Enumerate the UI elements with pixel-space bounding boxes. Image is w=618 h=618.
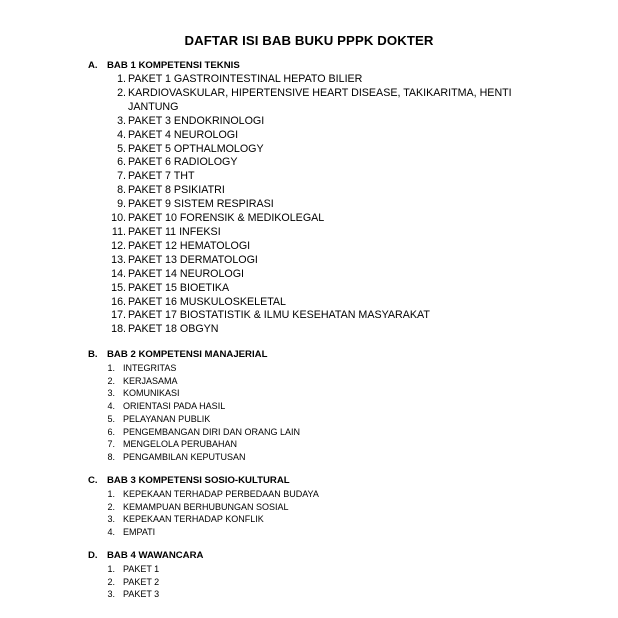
section-heading [88, 348, 538, 362]
list-item-text: PAKET 1 GASTROINTESTINAL HEPATO BILIER [128, 73, 363, 85]
list-item [88, 501, 538, 514]
list-item [88, 323, 538, 337]
list-item-text: PAKET 17 BIOSTATISTIK & ILMU KESEHATAN MASYARAKAT [128, 309, 430, 322]
list-item-text: KEPEKAAN TERHADAP KONFLIK [123, 514, 264, 525]
list-item [88, 375, 538, 388]
list-item [88, 226, 538, 240]
list-item-number: 1. [107, 564, 115, 574]
list-item [88, 513, 538, 526]
list-item-text: KEPEKAAN TERHADAP PERBEDAAN BUDAYA [123, 489, 319, 499]
section-letter: C. [88, 475, 98, 486]
list-item-text: MENGELOLA PERUBAHAN [123, 439, 238, 450]
list-item-text: PAKET 11 INFEKSI [128, 225, 221, 238]
list-item [88, 198, 538, 212]
list-item [88, 143, 538, 157]
list-item-number: 4. [117, 128, 126, 141]
section-letter: D. [88, 550, 98, 561]
list-item [88, 73, 538, 87]
list-item [88, 526, 538, 539]
list-item-text: PAKET 1 [123, 564, 160, 574]
list-item-number: 2. [107, 501, 115, 512]
list-item-number: 7. [107, 439, 115, 450]
list-item-number: 12. [111, 239, 126, 252]
section-title: BAB 4 WAWANCARA [107, 550, 204, 561]
list-item-number: 1. [107, 363, 115, 373]
list-item [88, 184, 538, 198]
list-item-text: PAKET 13 DERMATOLOGI [128, 253, 258, 266]
list-item-number: 4. [107, 527, 115, 538]
section-bab-4 [88, 549, 538, 601]
section-letter: B. [88, 349, 98, 360]
list-item [88, 576, 538, 589]
list-item-number: 13. [111, 253, 126, 266]
list-item-number: 16. [111, 295, 126, 308]
section-bab-3 [88, 474, 538, 539]
list-item-number: 3. [107, 589, 115, 600]
list-item [88, 438, 538, 451]
section-heading [88, 474, 538, 488]
section-heading [88, 59, 538, 73]
list-item-number: 10. [111, 212, 126, 225]
section-item-list [88, 73, 538, 337]
list-item-text: EMPATI [123, 527, 156, 538]
list-item-number: 3. [107, 388, 115, 399]
list-item-text: PAKET 6 RADIOLOGY [128, 156, 238, 169]
list-item [88, 488, 538, 501]
list-item-text: PAKET 12 HEMATOLOGI [128, 239, 251, 252]
section-heading [88, 549, 538, 563]
section-title: BAB 1 KOMPETENSI TEKNIS [107, 60, 240, 71]
list-item-number: 9. [117, 198, 126, 211]
list-item [88, 115, 538, 129]
section-bab-2 [88, 348, 538, 464]
list-item-text: PAKET 5 OPTHALMOLOGY [128, 142, 264, 155]
list-item-text: KARDIOVASKULAR, HIPERTENSIVE HEART DISEASE, TAKIKARITMA, HENTI JANTUNG [128, 86, 512, 113]
list-item-text: PAKET 18 OBGYN [128, 323, 219, 336]
section-item-list [88, 488, 538, 539]
list-item-text: PAKET 4 NEUROLOGI [128, 128, 239, 141]
list-item-number: 1. [107, 489, 115, 499]
list-item-text: PAKET 15 BIOETIKA [128, 281, 230, 294]
list-item [88, 268, 538, 282]
list-item-text: ORIENTASI PADA HASIL [123, 401, 226, 412]
list-item [88, 400, 538, 413]
list-item [88, 240, 538, 254]
list-item-number: 8. [107, 451, 115, 462]
list-item-text: PENGAMBILAN KEPUTUSAN [123, 451, 246, 462]
list-item [88, 282, 538, 296]
list-item [88, 296, 538, 310]
list-item-text: PAKET 3 ENDOKRINOLOGI [128, 114, 265, 127]
list-item [88, 212, 538, 226]
list-item-text: PAKET 8 PSIKIATRI [128, 184, 225, 197]
section-bab-1 [88, 59, 538, 337]
list-item-number: 5. [107, 413, 115, 424]
list-item [88, 87, 538, 115]
list-item [88, 362, 538, 375]
list-item-number: 3. [107, 514, 115, 525]
list-item [88, 588, 538, 601]
list-item-text: PAKET 2 [123, 576, 160, 587]
list-item-text: KEMAMPUAN BERHUBUNGAN SOSIAL [123, 501, 289, 512]
list-item-number: 6. [117, 156, 126, 169]
list-item-number: 8. [117, 184, 126, 197]
list-item-number: 2. [107, 576, 115, 587]
list-item [88, 170, 538, 184]
section-title: BAB 2 KOMPETENSI MANAJERIAL [107, 349, 268, 360]
list-item-number: 18. [111, 323, 126, 336]
list-item-number: 14. [111, 267, 126, 280]
list-item-text: PAKET 10 FORENSIK & MEDIKOLEGAL [128, 212, 325, 225]
list-item [88, 563, 538, 576]
list-item-text: PAKET 3 [123, 589, 160, 600]
list-item [88, 309, 538, 323]
list-item [88, 413, 538, 426]
list-item-number: 17. [111, 309, 126, 322]
list-item-number: 6. [107, 426, 115, 437]
list-item-number: 3. [117, 114, 126, 127]
section-letter: A. [88, 60, 98, 71]
list-item-text: PAKET 7 THT [128, 170, 195, 183]
list-item-text: PENGEMBANGAN DIRI DAN ORANG LAIN [123, 426, 301, 437]
list-item-number: 15. [111, 281, 126, 294]
list-item-number: 4. [107, 401, 115, 412]
list-item-text: KERJASAMA [123, 375, 178, 386]
list-item-number: 7. [117, 170, 126, 183]
list-item-number: 11. [111, 225, 126, 238]
section-item-list [88, 563, 538, 601]
section-item-list [88, 362, 538, 464]
list-item [88, 451, 538, 464]
list-item-text: PAKET 9 SISTEM RESPIRASI [128, 198, 274, 211]
list-item-number: 2. [107, 375, 115, 386]
document-title: DAFTAR ISI BAB BUKU PPPK DOKTER [184, 33, 434, 48]
list-item [88, 426, 538, 439]
list-item [88, 156, 538, 170]
list-item [88, 387, 538, 400]
list-item-text: PAKET 16 MUSKULOSKELETAL [128, 295, 286, 308]
list-item-text: KOMUNIKASI [123, 388, 180, 399]
list-item-number: 5. [117, 142, 126, 155]
list-item-number: 2. [117, 86, 126, 99]
section-title: BAB 3 KOMPETENSI SOSIO-KULTURAL [107, 475, 290, 486]
list-item [88, 129, 538, 143]
list-item-text: PAKET 14 NEUROLOGI [128, 267, 245, 280]
list-item-text: PELAYANAN PUBLIK [123, 413, 211, 424]
list-item [88, 254, 538, 268]
list-item-text: INTEGRITAS [123, 363, 177, 373]
list-item-number: 1. [117, 73, 126, 85]
